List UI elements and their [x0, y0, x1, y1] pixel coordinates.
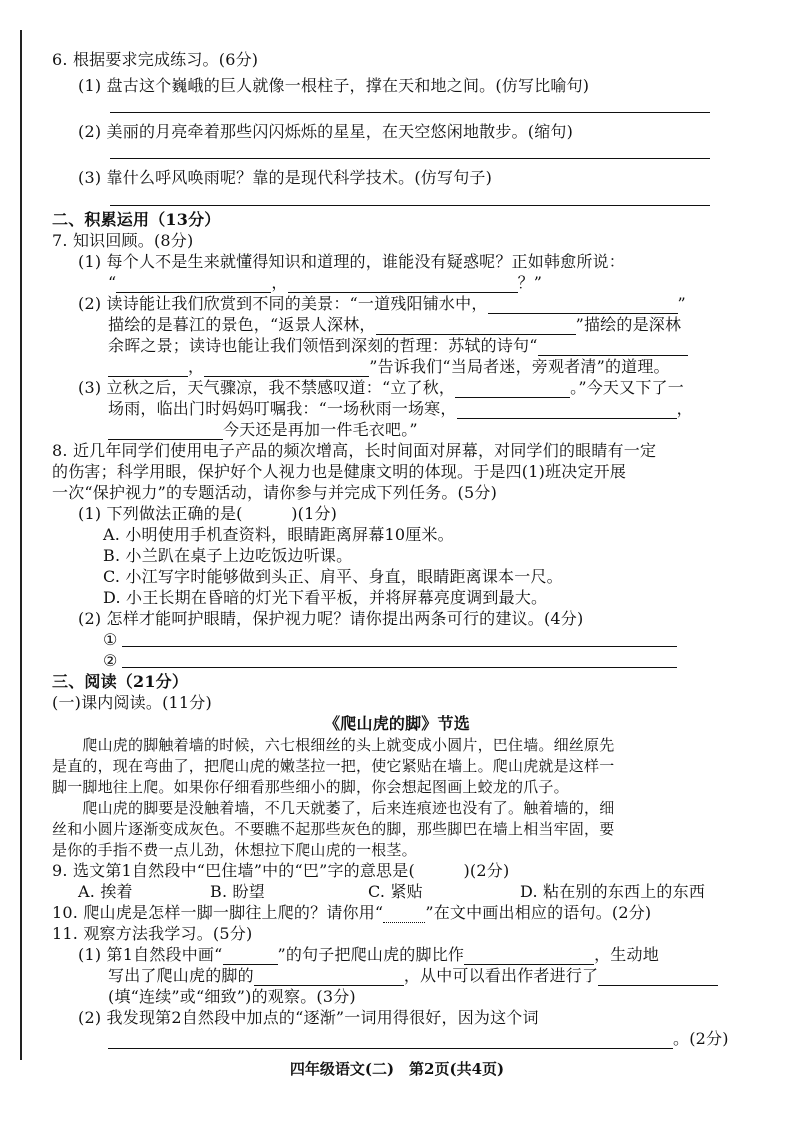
- q7-part2-line1: [78, 294, 686, 314]
- passage-line3: 脚一脚地往上爬。如果你仔细看那些细小的脚，你会想起图画上蛟龙的爪子。: [52, 778, 569, 796]
- q10-wavy-line-sample: [383, 906, 425, 923]
- q7-part3-blank1: [455, 381, 570, 398]
- q11-part2-end: 。(2分): [673, 1029, 729, 1048]
- q7-part3-line1: [78, 378, 684, 398]
- section3-subtitle: (一)课内阅读。(11分): [52, 693, 212, 712]
- q7-part1-line1: (1) 每个人不是生来就懂得知识和道理的，谁能没有疑惑呢？正如韩愈所说：: [78, 252, 625, 271]
- q7-part2-line2: [108, 315, 681, 335]
- q11-part1-blank2: [254, 969, 404, 986]
- q7-part3-blank2: [457, 402, 677, 419]
- q11-part2-line1: (2) 我发现第2自然段中加点的“逐渐”一词用得很好，因为这个词: [78, 1008, 539, 1027]
- section2-title: 二、积累运用（13分）: [52, 210, 221, 229]
- q7-part1-open-quote: “: [108, 273, 117, 292]
- q7-part2-blank1: [488, 297, 678, 314]
- q7-part2-line4: [108, 357, 670, 377]
- q8-suggestion-1-label: ①: [103, 630, 118, 649]
- q8-option-c: C. 小江写字时能够做到头正、肩平、身直，眼睛距离课本一尺。: [103, 567, 563, 586]
- q11-part1-blank3: [598, 969, 718, 986]
- q7-part2-close-quote: ”: [677, 294, 686, 313]
- q7-part3-text-b-end: ，: [676, 399, 693, 418]
- q8-suggestion-2-line: [122, 667, 677, 668]
- passage-line2: 是直的，现在弯曲了，把爬山虎的嫩茎拉一把，使它紧贴在墙上。爬山虎就是这样一: [52, 757, 615, 775]
- q11-part2-blank: [108, 1032, 673, 1049]
- q6-part1-answer-line: [110, 112, 710, 113]
- q7-part3-text-a2: 。”今天又下了一: [570, 378, 684, 397]
- q7-part1-line2: [108, 273, 542, 293]
- q9-option-c: C. 紧贴: [368, 882, 423, 901]
- q7-part2-line3: [108, 336, 688, 356]
- q8-suggestion-1-line: [122, 646, 677, 647]
- q7-part3-line2: [108, 399, 693, 419]
- q6-part3: (3) 靠什么呼风唤雨呢？靠的是现代科学技术。(仿写句子): [78, 168, 493, 187]
- q6-part2-answer-line: [110, 158, 710, 159]
- q9-option-a: A. 挨着: [78, 882, 133, 901]
- passage-line6: 是你的手指不费一点儿劲，休想拉下爬山虎的一根茎。: [52, 841, 417, 859]
- passage-line5: 丝和小圆片逐渐变成灰色。不要瞧不起那些灰色的脚，那些脚巴在墙上相当牢固，要: [52, 820, 615, 838]
- q8-part2: (2) 怎样才能呵护眼睛，保护视力呢？请你提出两条可行的建议。(4分): [78, 609, 584, 628]
- q11-part1-line2: [108, 966, 718, 986]
- q6-part2: (2) 美丽的月亮牵着那些闪闪烁烁的星星，在天空悠闲地散步。(缩句): [78, 122, 574, 141]
- q11-part1-text-b1: 写出了爬山虎的脚的: [108, 966, 254, 985]
- q6-part1: (1) 盘古这个巍峨的巨人就像一根柱子，撑在天和地之间。(仿写比喻句): [78, 76, 590, 95]
- q8-intro-line1: 8. 近几年同学们使用电子产品的频次增高，长时间面对屏幕，对同学们的眼睛有一定: [52, 441, 657, 460]
- page-footer: 四年级语文(二) 第2页(共4页): [289, 1060, 505, 1078]
- q7-part1-blank1: [116, 276, 271, 293]
- q10-text-b: ”在文中画出相应的语句。(2分): [425, 903, 652, 922]
- q9-option-b: B. 盼望: [210, 882, 265, 901]
- q11-part1-text-a2: ”的句子把爬山虎的脚比作: [277, 945, 465, 964]
- q7-part1-end: ？”: [517, 273, 543, 292]
- q7-part3-text-c: 今天还是再加一件毛衣吧。”: [223, 420, 418, 439]
- q7-part2-blank5: [204, 360, 369, 377]
- passage-line1: 爬山虎的脚触着墙的时候，六七根细丝的头上就变成小圆片，巴住墙。细丝原先: [52, 736, 615, 754]
- q8-option-d: D. 小王长期在昏暗的灯光下看平板，并将屏幕亮度调到最大。: [103, 588, 548, 607]
- q8-intro-line3: 一次“保护视力”的专题活动，请你参与并完成下列任务。(5分): [52, 483, 498, 502]
- q11-part1-line3: (填“连续”或“细致”)的观察。(3分): [108, 987, 356, 1006]
- q7-part2-text-c: 余晖之景；读诗也能让我们领悟到深刻的哲理：苏轼的诗句“: [108, 336, 538, 355]
- q6-title: 6. 根据要求完成练习。(6分): [52, 50, 259, 69]
- q11-part1-line1: [78, 945, 659, 965]
- q11-part1-text-a3: ，生动地: [594, 945, 659, 964]
- q7-part2-blank4: [108, 360, 188, 377]
- q7-part1-comma: ，: [271, 273, 288, 292]
- passage-line4: 爬山虎的脚要是没触着墙，不几天就萎了，后来连痕迹也没有了。触着墙的，细: [52, 799, 615, 817]
- q11-part1-text-a1: (1) 第1自然段中画“: [78, 945, 223, 964]
- q7-part3-line3: [108, 420, 418, 440]
- q7-part1-blank2: [288, 276, 518, 293]
- q7-part2-text-d1: ，: [188, 357, 205, 376]
- q11-part2-line2: [108, 1029, 729, 1049]
- q6-part3-answer-line: [110, 205, 710, 206]
- q7-part3-text-a1: (3) 立秋之后，天气骤凉，我不禁感叹道：“立了秋，: [78, 378, 456, 397]
- q7-part2-text-a: (2) 读诗能让我们欣赏到不同的美景：“一道残阳铺水中，: [78, 294, 488, 313]
- q8-intro-line2: 的伤害；科学用眼，保护好个人视力也是健康文明的体现。于是四(1)班决定开展: [52, 462, 627, 481]
- q7-part2-blank2: [376, 318, 576, 335]
- q11-part1-line-sample: [223, 948, 278, 965]
- q7-part2-text-b2: ”描绘的是深林: [575, 315, 682, 334]
- passage-title: 《爬山虎的脚》节选: [324, 714, 470, 733]
- q9-title: 9. 选文第1自然段中“巴住墙”中的“巴”字的意思是( )(2分): [52, 861, 510, 880]
- q11-part1-text-b2: ，从中可以看出作者进行了: [403, 966, 599, 985]
- q8-option-a: A. 小明使用手机查资料，眼睛距离屏幕10厘米。: [103, 525, 454, 544]
- q8-part1: (1) 下列做法正确的是( )(1分): [78, 504, 338, 523]
- q7-part3-blank3: [108, 423, 223, 440]
- q11-part1-blank1: [464, 948, 594, 965]
- q7-part2-blank3: [538, 339, 688, 356]
- q7-title: 7. 知识回顾。(8分): [52, 231, 194, 250]
- q8-option-b: B. 小兰趴在桌子上边吃饭边听课。: [103, 546, 353, 565]
- q8-suggestion-2-label: ②: [103, 651, 118, 670]
- q7-part2-text-d2: ”告诉我们“当局者迷，旁观者清”的道理。: [369, 357, 670, 376]
- q10-text-a: 10. 爬山虎是怎样一脚一脚往上爬的？请你用“: [52, 903, 384, 922]
- section3-title: 三、阅读（21分）: [52, 672, 189, 691]
- q11-title: 11. 观察方法我学习。(5分): [52, 924, 253, 943]
- q10-text: [52, 903, 651, 923]
- q7-part2-text-b1: 描绘的是暮江的景色，“返景人深林，: [108, 315, 376, 334]
- binding-margin-line: [20, 30, 22, 1060]
- q7-part3-text-b: 场雨，临出门时妈妈叮嘱我：“一场秋雨一场寒，: [108, 399, 457, 418]
- q9-option-d: D. 粘在别的东西上的东西: [520, 882, 706, 901]
